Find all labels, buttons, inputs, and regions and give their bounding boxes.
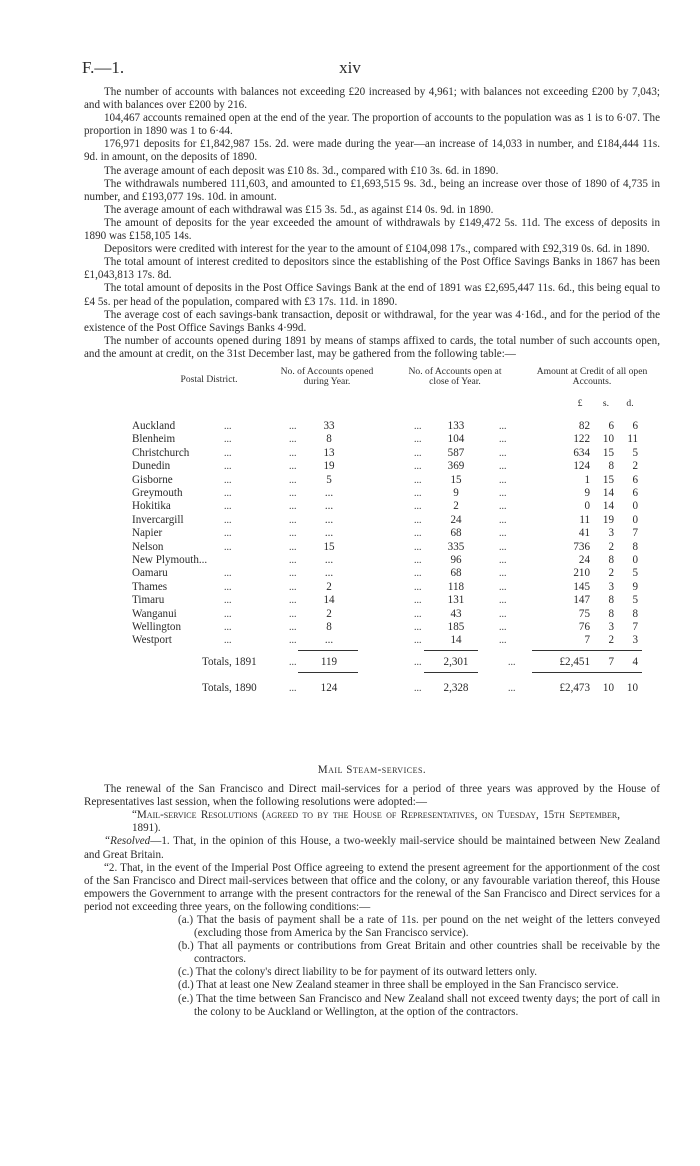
- condition-a: (a.) That the basis of payment shall be a rate of 11s. per pound on the net weight of the letters conveyed (excluding those from America by the San Francisco service).: [178, 914, 660, 940]
- resolutions-heading: “Mail-service Resolutions (agreed to by the House of Representatives, on Tuesday, 15th September, 1891).: [132, 809, 620, 835]
- leader-dots: ...: [289, 528, 297, 540]
- table-row: [84, 527, 660, 540]
- leader-dots: ...: [414, 554, 422, 566]
- cell-pounds: 210: [573, 567, 590, 580]
- cell-open: 15: [450, 473, 462, 486]
- leader-dots: ...: [289, 656, 297, 668]
- leader-dots: ...: [289, 487, 297, 499]
- cell-pence: 8: [632, 607, 638, 620]
- paragraph: The amount of deposits for the year exceeded the amount of withdrawals by £149,472 5s. 11d. The excess of deposits in 1890 was £158,105 14s.: [84, 216, 660, 243]
- paragraph: 176,971 deposits for £1,842,987 15s. 2d. were made during the year—an increase of 14,033 in number, and £184,444 11s. 9d. in amount, on the deposits of 1890.: [84, 138, 660, 164]
- cell-open: 96: [450, 553, 462, 566]
- cell-pence: 5: [632, 567, 638, 580]
- table-rule: [424, 672, 478, 673]
- leader-dots: ...: [499, 595, 507, 607]
- table-row: [84, 447, 660, 460]
- cell-district: Dunedin: [132, 460, 171, 473]
- cell-pence: 6: [632, 419, 638, 432]
- cell-opened: 2: [326, 607, 332, 620]
- condition-b: (b.) That all payments or contributions from Great Britain and other countries shall be receivable by the contractors.: [178, 940, 660, 966]
- leader-dots: ...: [224, 447, 232, 459]
- cell-pounds: 736: [573, 540, 590, 553]
- leader-dots: ...: [289, 595, 297, 607]
- cell-open: 131: [447, 594, 465, 607]
- cell-pounds: 124: [573, 460, 590, 473]
- table-rule: [532, 650, 642, 651]
- cell-shillings: 3: [608, 620, 614, 633]
- cell-shillings: 6: [608, 419, 614, 432]
- cell-opened: 8: [326, 620, 332, 633]
- leader-dots: ...: [289, 461, 297, 473]
- leader-dots: ...: [499, 420, 507, 432]
- totals-label: Totals, 1891: [202, 655, 257, 668]
- cell-open: 9: [453, 486, 459, 499]
- leader-dots: ...: [289, 474, 297, 486]
- table-row: [84, 594, 660, 607]
- cell-pounds: 76: [578, 620, 590, 633]
- leader-dots: ...: [289, 541, 297, 553]
- leader-dots: ...: [414, 608, 422, 620]
- cell-shillings: 8: [608, 607, 614, 620]
- totals-row: [84, 682, 660, 695]
- cell-open: 14: [450, 634, 462, 647]
- cell-opened: 8: [326, 433, 332, 446]
- cell-pence: 7: [632, 620, 638, 633]
- section-title: Mail Steam-services.: [317, 763, 427, 776]
- paragraph: The number of accounts with balances not exceeding £20 increased by 4,961; with balances not exceeding £200 by 7,043; and with balances over £200 by 216.: [84, 86, 660, 112]
- cell-open: 185: [447, 620, 465, 633]
- leader-dots: ...: [224, 420, 232, 432]
- cell-district: Wellington: [132, 620, 182, 633]
- leader-dots: ...: [499, 554, 507, 566]
- leader-dots: ...: [224, 461, 232, 473]
- cell-opened: 2: [326, 580, 332, 593]
- stamp-accounts-table: [84, 361, 660, 756]
- cell-open: 68: [450, 567, 462, 580]
- cell-pounds: 82: [578, 419, 590, 432]
- cell-district: Westport: [132, 634, 172, 647]
- leader-dots: ...: [499, 514, 507, 526]
- cell-district: Timaru: [132, 594, 165, 607]
- leader-dots: ...: [499, 501, 507, 513]
- leader-dots: ...: [224, 608, 232, 620]
- leader-dots: ...: [414, 514, 422, 526]
- leader-dots: ...: [289, 608, 297, 620]
- leader-dots: ...: [414, 461, 422, 473]
- cell-shillings: 14: [602, 486, 614, 499]
- cell-pence: 3: [632, 634, 638, 647]
- column-unit-pounds: £: [577, 397, 583, 409]
- leader-dots: ...: [414, 420, 422, 432]
- column-unit-shillings: s.: [602, 397, 610, 409]
- cell-pounds: 41: [578, 527, 590, 540]
- leader-dots: ...: [499, 621, 507, 633]
- cell-shillings: 2: [608, 634, 614, 647]
- leader-dots: ...: [224, 568, 232, 580]
- resolution-1-text: —1. That, in the opinion of this House, a two-weekly mail-service should be maintained between New Zealand and Great Britain.: [84, 835, 660, 861]
- cell-opened: 19: [323, 460, 335, 473]
- cell-shillings: 8: [608, 460, 614, 473]
- cell-pounds: 147: [573, 594, 590, 607]
- cell-pence: 11: [627, 433, 638, 446]
- cell-open: 104: [447, 433, 465, 446]
- leader-dots: ...: [414, 501, 422, 513]
- table-rule: [298, 672, 358, 673]
- leader-dots: ...: [289, 420, 297, 432]
- leader-dots: ...: [414, 568, 422, 580]
- leader-dots: ...: [224, 501, 232, 513]
- cell-district: Greymouth: [132, 486, 183, 499]
- leader-dots: ...: [414, 595, 422, 607]
- leader-dots: ...: [499, 447, 507, 459]
- totals-pounds: £2,451: [559, 655, 590, 668]
- column-header-district: Postal District.: [180, 373, 238, 385]
- totals-row: [84, 656, 660, 669]
- leader-dots: ...: [224, 434, 232, 446]
- leader-dots: ...: [499, 434, 507, 446]
- leader-dots: ...: [224, 635, 232, 647]
- cell-district: Wanganui: [132, 607, 177, 620]
- totals-open: 2,328: [443, 681, 469, 694]
- cell-pence: 6: [632, 486, 638, 499]
- cell-shillings: 3: [608, 580, 614, 593]
- leader-dots: ...: [289, 514, 297, 526]
- cell-pounds: 634: [573, 446, 590, 459]
- cell-pence: 5: [632, 594, 638, 607]
- leader-dots: ...: [289, 434, 297, 446]
- resolution-2: “2. That, in the event of the Imperial Post Office agreeing to extend the present agreement for the apportionment of the cost of the San Francisco and Direct mail-services between that office and the colony, or any favourable variation thereof, this House empowers the Government to arrange with the present contractors for the renewal of the San Francisco and Direct services for a period not exceeding three years, on the following conditions:—: [84, 861, 660, 913]
- paragraph: The number of accounts opened during 1891 by means of stamps affixed to cards, the total number of such accounts open, and the amount at credit, on the 31st December last, may be gathered from the following table:—: [84, 334, 660, 360]
- paragraph: The average amount of each deposit was £10 8s. 3d., compared with £10 3s. 6d. in 1890.: [104, 164, 499, 177]
- cell-shillings: 15: [602, 446, 614, 459]
- cell-open: 2: [453, 500, 459, 513]
- totals-label: Totals, 1890: [202, 681, 257, 694]
- leader-dots: ...: [224, 541, 232, 553]
- cell-shillings: 8: [608, 594, 614, 607]
- cell-shillings: 14: [602, 500, 614, 513]
- leader-dots: ...: [499, 608, 507, 620]
- table-row: [84, 433, 660, 446]
- column-header-amount: Amount at Credit of all open Accounts.: [536, 365, 648, 388]
- condition-c: (c.) That the colony's direct liability to be for payment of its outward letters only.: [178, 966, 538, 979]
- cell-district: Oamaru: [132, 567, 168, 580]
- cell-pence: 8: [632, 540, 638, 553]
- leader-dots: ...: [289, 447, 297, 459]
- column-header-opened: No. of Accounts opened during Year.: [280, 365, 374, 388]
- cell-pence: 5: [632, 446, 638, 459]
- paragraph: Depositors were credited with interest for the year to the amount of £104,098 17s., compared with £92,319 0s. 6d. in 1890.: [104, 243, 650, 256]
- leader-dots: ...: [414, 581, 422, 593]
- paragraph: The withdrawals numbered 111,603, and amounted to £1,693,515 9s. 3d., being an increase over those of 1890 of 4,735 in number, and £193,077 19s. 10d. in amount.: [84, 177, 660, 203]
- resolved-label: “Resolved: [104, 835, 151, 848]
- cell-pounds: 9: [584, 486, 590, 499]
- cell-pounds: 0: [584, 500, 590, 513]
- column-unit-pence: d.: [626, 397, 634, 409]
- cell-open: 335: [447, 540, 465, 553]
- leader-dots: ...: [224, 621, 232, 633]
- cell-pounds: 75: [578, 607, 590, 620]
- leader-dots: ...: [289, 635, 297, 647]
- leader-dots: ...: [414, 528, 422, 540]
- table-row: [84, 460, 660, 473]
- cell-district: Napier: [132, 527, 163, 540]
- table-row: [84, 487, 660, 500]
- leader-dots: ...: [289, 621, 297, 633]
- leader-dots: ...: [508, 682, 516, 694]
- cell-district: New Plymouth...: [132, 553, 208, 566]
- cell-opened: 5: [326, 473, 332, 486]
- cell-pence: 7: [632, 527, 638, 540]
- leader-dots: ...: [499, 461, 507, 473]
- leader-dots: ...: [289, 554, 297, 566]
- leader-dots: ...: [499, 568, 507, 580]
- cell-pounds: 145: [573, 580, 590, 593]
- table-row: [84, 420, 660, 433]
- paragraph: The total amount of interest credited to depositors since the establishing of the Post Office Savings Banks in 1867 has been £1,043,813 17s. 8d.: [84, 256, 660, 282]
- cell-opened: ...: [324, 553, 334, 566]
- cell-shillings: 19: [602, 513, 614, 526]
- cell-district: Invercargill: [132, 513, 184, 526]
- cell-opened: 14: [323, 594, 335, 607]
- paragraph: The average amount of each withdrawal was £15 3s. 5d., as against £14 0s. 9d. in 1890.: [104, 203, 494, 216]
- table-row: [84, 500, 660, 513]
- cell-pence: 0: [632, 513, 638, 526]
- page-reference: F.—1.: [82, 58, 125, 77]
- leader-dots: ...: [414, 635, 422, 647]
- leader-dots: ...: [499, 635, 507, 647]
- table-row: [84, 608, 660, 621]
- table-row: [84, 474, 660, 487]
- totals-shillings: 10: [602, 681, 614, 694]
- leader-dots: ...: [289, 568, 297, 580]
- leader-dots: ...: [414, 487, 422, 499]
- table-rule: [532, 672, 642, 673]
- cell-shillings: 2: [608, 540, 614, 553]
- table-row: [84, 514, 660, 527]
- cell-pence: 9: [632, 580, 638, 593]
- leader-dots: ...: [224, 487, 232, 499]
- cell-pounds: 122: [573, 433, 590, 446]
- table-row: [84, 581, 660, 594]
- condition-e: (e.) That the time between San Francisco and New Zealand shall not exceed twenty days; the port of call in the colony to be Auckland or Wellington, at the option of the contractors.: [178, 992, 660, 1018]
- column-header-open: No. of Accounts open at close of Year.: [408, 365, 502, 388]
- paragraph: The total amount of deposits in the Post Office Savings Bank at the end of 1891 was £2,695,447 11s. 6d., this being equal to £4 5s. per head of the population, compared with £3 17s. 11d. in 1890.: [84, 282, 660, 308]
- cell-pounds: 24: [578, 553, 590, 566]
- cell-shillings: 15: [602, 473, 614, 486]
- leader-dots: ...: [224, 595, 232, 607]
- cell-opened: ...: [324, 513, 334, 526]
- leader-dots: ...: [499, 541, 507, 553]
- leader-dots: ...: [289, 501, 297, 513]
- cell-opened: ...: [324, 567, 334, 580]
- cell-pounds: 1: [584, 473, 590, 486]
- table-row: [84, 554, 660, 567]
- table-rule: [424, 650, 478, 651]
- cell-district: Auckland: [132, 419, 176, 432]
- cell-pence: 0: [632, 553, 638, 566]
- totals-pence: 4: [632, 655, 638, 668]
- leader-dots: ...: [224, 528, 232, 540]
- cell-pounds: 11: [579, 513, 590, 526]
- cell-shillings: 2: [608, 567, 614, 580]
- cell-district: Thames: [132, 580, 168, 593]
- cell-district: Blenheim: [132, 433, 176, 446]
- cell-pounds: 7: [584, 634, 590, 647]
- paragraph: The average cost of each savings-bank transaction, deposit or withdrawal, for the year was 4·16d., and for the period of the existence of the Post Office Savings Banks 4·99d.: [84, 308, 660, 334]
- condition-d: (d.) That at least one New Zealand steamer in three shall be employed in the San Francisco service.: [178, 979, 619, 992]
- cell-open: 68: [450, 527, 462, 540]
- mail-intro: The renewal of the San Francisco and Direct mail-services for a period of three years was approved by the House of Representatives last session, when the following resolutions were adopted:—: [84, 783, 660, 809]
- cell-shillings: 8: [608, 553, 614, 566]
- cell-open: 43: [450, 607, 462, 620]
- totals-shillings: 7: [608, 655, 614, 668]
- cell-pence: 2: [632, 460, 638, 473]
- leader-dots: ...: [224, 474, 232, 486]
- cell-pence: 6: [632, 473, 638, 486]
- totals-open: 2,301: [443, 655, 469, 668]
- leader-dots: ...: [414, 447, 422, 459]
- document-body: [84, 86, 660, 1019]
- table-row: [84, 541, 660, 554]
- cell-open: 24: [450, 513, 462, 526]
- leader-dots: ...: [499, 528, 507, 540]
- leader-dots: ...: [414, 474, 422, 486]
- cell-open: 587: [447, 446, 465, 459]
- cell-opened: ...: [324, 486, 334, 499]
- leader-dots: ...: [289, 682, 297, 694]
- leader-dots: ...: [414, 656, 422, 668]
- totals-pounds: £2,473: [559, 681, 590, 694]
- cell-opened: ...: [324, 634, 334, 647]
- leader-dots: ...: [289, 581, 297, 593]
- leader-dots: ...: [224, 514, 232, 526]
- cell-shillings: 10: [602, 433, 614, 446]
- cell-district: Gisborne: [132, 473, 173, 486]
- table-rule: [298, 650, 358, 651]
- cell-pence: 0: [632, 500, 638, 513]
- leader-dots: ...: [499, 474, 507, 486]
- totals-pence: 10: [626, 681, 638, 694]
- leader-dots: ...: [224, 581, 232, 593]
- cell-open: 133: [447, 419, 465, 432]
- cell-open: 369: [447, 460, 465, 473]
- table-row: [84, 567, 660, 580]
- cell-shillings: 3: [608, 527, 614, 540]
- table-row: [84, 621, 660, 634]
- cell-opened: ...: [324, 500, 334, 513]
- leader-dots: ...: [414, 434, 422, 446]
- cell-opened: 33: [323, 419, 335, 432]
- totals-opened: 124: [320, 681, 338, 694]
- leader-dots: ...: [499, 487, 507, 499]
- table-row: [84, 634, 660, 647]
- cell-district: Christchurch: [132, 446, 190, 459]
- cell-opened: 15: [323, 540, 335, 553]
- cell-open: 118: [447, 580, 465, 593]
- cell-opened: ...: [324, 527, 334, 540]
- leader-dots: ...: [414, 682, 422, 694]
- cell-district: Nelson: [132, 540, 164, 553]
- cell-district: Hokitika: [132, 500, 171, 513]
- paragraph: 104,467 accounts remained open at the end of the year. The proportion of accounts to the population was as 1 is to 6·07. The proportion in 1890 was 1 to 6·44.: [84, 112, 660, 138]
- resolution-1: [84, 835, 660, 861]
- leader-dots: ...: [499, 581, 507, 593]
- totals-opened: 119: [320, 655, 338, 668]
- leader-dots: ...: [508, 656, 516, 668]
- leader-dots: ...: [414, 621, 422, 633]
- leader-dots: ...: [414, 541, 422, 553]
- cell-opened: 13: [323, 446, 335, 459]
- page-number: xiv: [339, 58, 361, 77]
